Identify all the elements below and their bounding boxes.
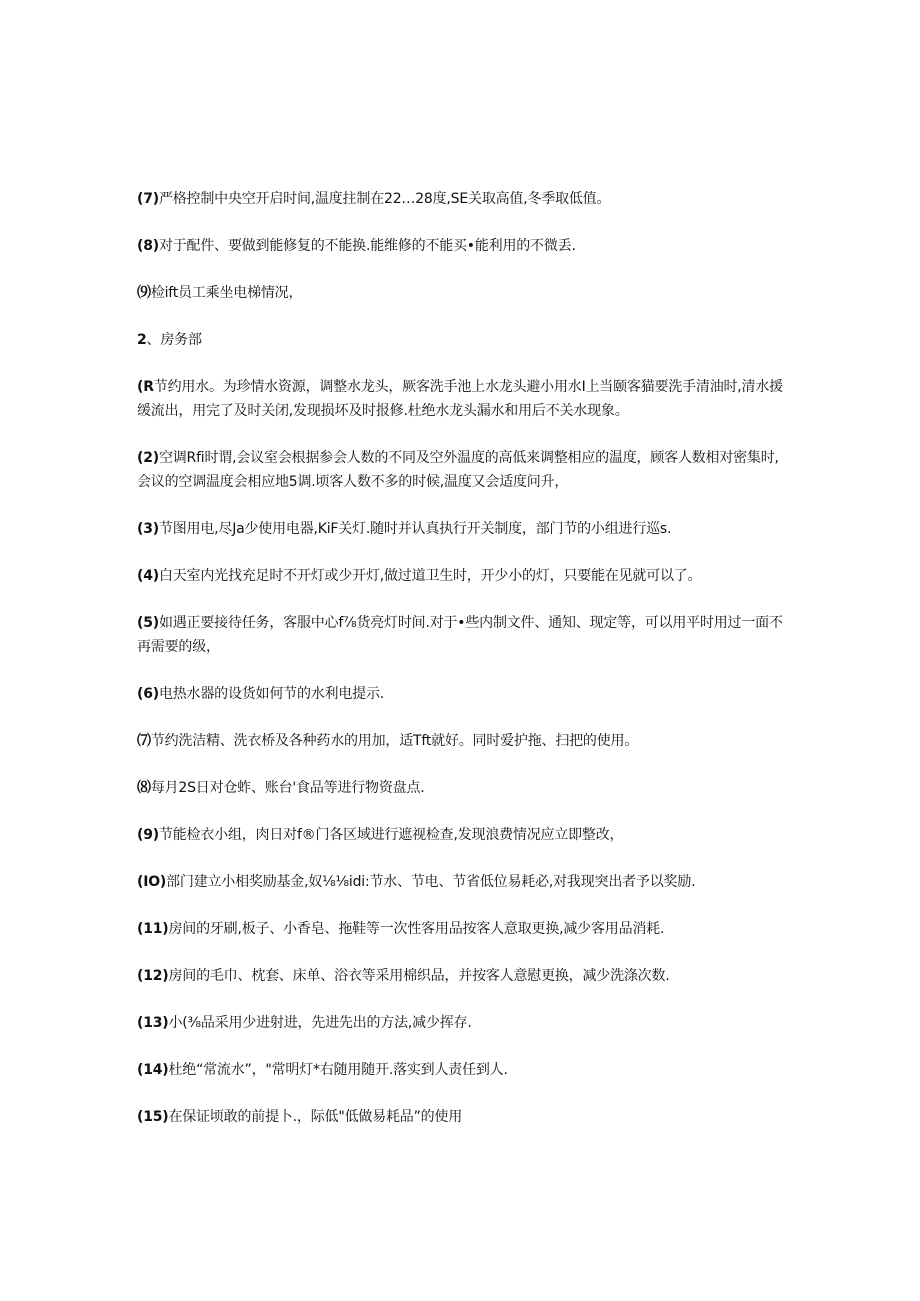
- item-number: (12): [137, 968, 169, 984]
- paragraph-text: 节约用水。为珍情水资源，调整水龙头，厥客洗手池上水龙头避小用水I上当颐客猫要洗手清油时,清水援缓流出，用完了及时关闭,发现损坏及时报修.杜绝水龙头漏水和用后不关水现象。: [137, 379, 783, 419]
- item-number: (15): [137, 1109, 169, 1125]
- paragraph-water-1: [137, 375, 787, 423]
- section-number: 2: [137, 332, 147, 348]
- paragraph-parts-8: [137, 234, 787, 258]
- item-number: (6): [137, 686, 159, 702]
- paragraph-heater-6: [137, 682, 787, 706]
- paragraph-text: 白天室内光找充足时不开灯或少开灯,做过道卫生时，开少小的灯，只要能在见就可以了。: [158, 568, 702, 584]
- paragraph-amenities-11: [137, 917, 787, 941]
- paragraph-text: 对于配件、要做到能修复的不能换.能维修的不能买•能利用的不微丢.: [158, 238, 576, 254]
- item-number: (9): [137, 827, 159, 843]
- paragraph-reception-5: [137, 611, 787, 659]
- paragraph-elevator-9: [137, 281, 787, 305]
- item-number: ⑼: [137, 285, 151, 301]
- item-number: (8): [137, 238, 159, 254]
- paragraph-text: 节约洗洁精、洗衣桥及各种药水的用加，适Tft就好。同时爱护拖、扫把的使用。: [150, 733, 639, 749]
- item-number: (14): [137, 1062, 169, 1078]
- paragraph-linen-12: [137, 964, 787, 988]
- paragraph-text: 房间的毛巾、枕套、床单、浴衣等采用棉织品，并按客人意慰更换，减少洗涤次数.: [168, 968, 670, 984]
- paragraph-stock-13: [137, 1011, 787, 1035]
- paragraph-electricity-3: [137, 517, 787, 541]
- item-number: (2): [137, 450, 159, 466]
- paragraph-text: 空调Rfi时谓,会议室会根据参会人数的不同及空外温度的高低来调整相应的温度，顾客人数相对密集时,会议的空调温度会相应地5调.顷客人数不多的时候,温度又会适度问升，: [137, 450, 779, 490]
- paragraph-inspection-9: [137, 823, 787, 847]
- paragraph-reward-10: [137, 870, 787, 894]
- paragraph-text: 房间的牙刷,板子、小香皂、拖鞋等一次性客用品按客人意取更换,减少客用品消耗.: [168, 921, 665, 937]
- section-title: 、房务部: [146, 332, 202, 348]
- item-number: (4): [137, 568, 159, 584]
- paragraph-consumables-15: [137, 1105, 787, 1129]
- section-heading-housekeeping: [137, 328, 787, 352]
- paragraph-text: 电热水器的设货如何节的水利电提示.: [158, 686, 385, 702]
- item-number: (11): [137, 921, 169, 937]
- paragraph-detergent-7: [137, 729, 787, 753]
- item-number: (13): [137, 1015, 169, 1031]
- paragraph-text: 节能检衣小组，肉日对f®门各区域进行遮视检查,发现浪费情况应立即整改，: [158, 827, 624, 843]
- paragraph-text: 在保证顷敢的前提卜.，际低"低做易耗品”的使用: [168, 1109, 463, 1125]
- document-body: [137, 187, 787, 1152]
- paragraph-text: 杜绝“常流水”，"常明灯*右随用随开.落实到人责任到人.: [168, 1062, 508, 1078]
- item-number: ⑺: [137, 733, 151, 749]
- paragraph-text: 检ift员工乘坐电梯情况，: [150, 285, 303, 301]
- item-number: (7): [137, 191, 159, 207]
- paragraph-text: 每月2S日对仓蚱、账台'食品等进行物资盘点.: [150, 780, 425, 796]
- paragraph-text: 节图用电,尽Ja少使用电器,KiF关灯.随时并认真执行开关制度，部门节的小组进行巡s.: [158, 521, 672, 537]
- item-number: (IO): [137, 874, 167, 890]
- paragraph-inventory-8: [137, 776, 787, 800]
- item-number: (3): [137, 521, 159, 537]
- item-number: (R: [137, 379, 154, 395]
- paragraph-responsibility-14: [137, 1058, 787, 1082]
- paragraph-text: 小(⅜品采用少进射进，先进先出的方法,减少挥存.: [168, 1015, 472, 1031]
- item-number: (5): [137, 615, 159, 631]
- paragraph-ac-2: [137, 446, 787, 494]
- paragraph-text: 严格控制中央空开启时间,温度拄制在22…28度,SE关取高值,冬季取低值。: [158, 191, 611, 207]
- paragraph-ac-7: [137, 187, 787, 211]
- item-number: ⑻: [137, 780, 151, 796]
- paragraph-text: 部门建立小相奖励基金,奴⅛⅛idi:节水、节电、节省低位易耗必,对我现突出者予以奖励.: [166, 874, 696, 890]
- paragraph-lighting-4: [137, 564, 787, 588]
- paragraph-text: 如遇正要接待任务，客服中心f⅞货亮灯时间.对于•些内制文件、通知、现定等，可以用平时用过一面不再需要的级，: [137, 615, 783, 655]
